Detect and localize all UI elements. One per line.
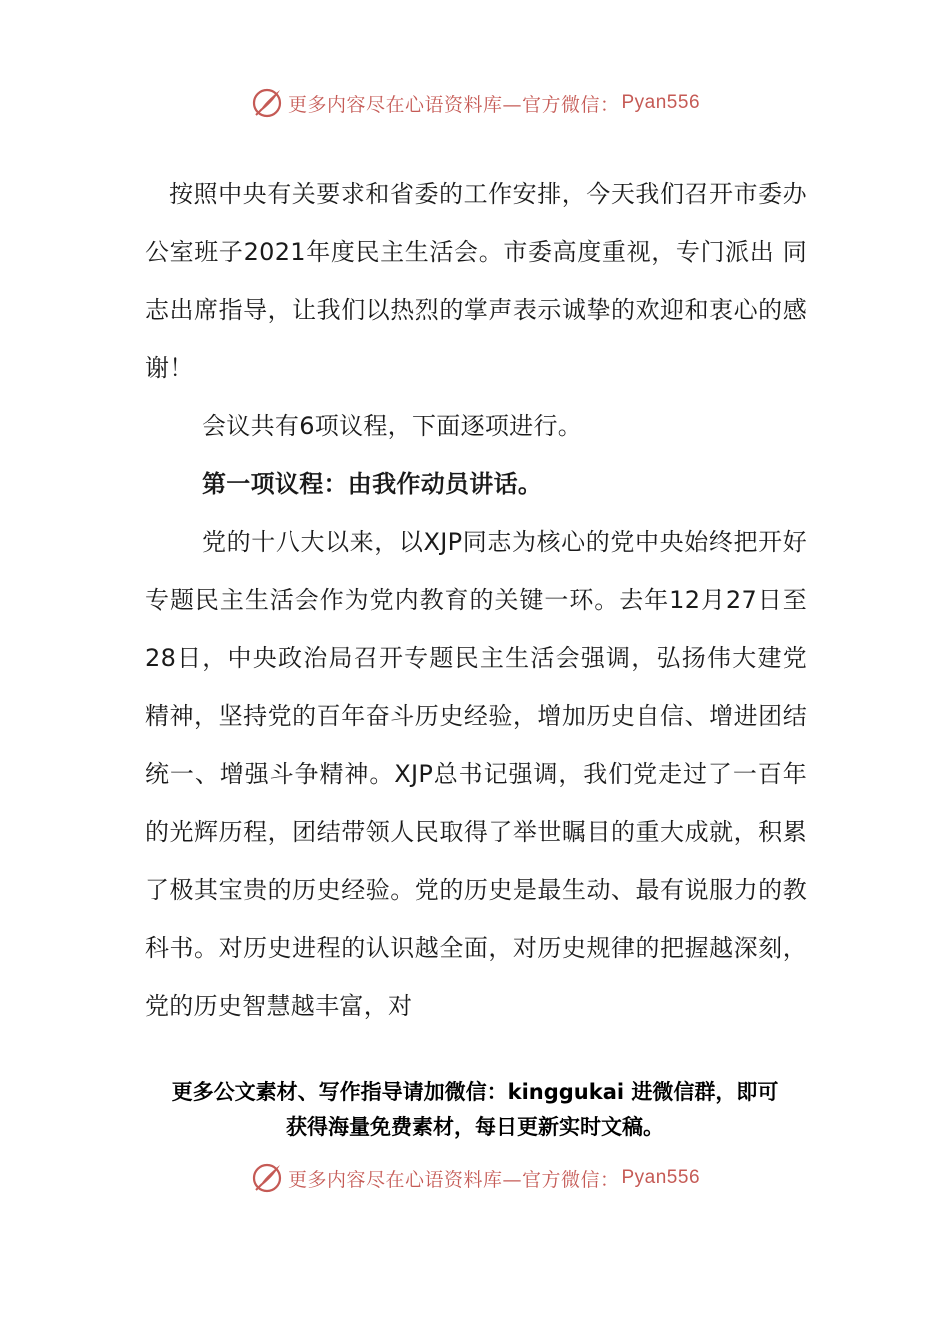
paragraph-speech: 党的十八大以来，以XJP同志为核心的党中央始终把开好专题民主生活会作为党内教育的关键一环。去年12月27日至28日，中央政治局召开专题民主生活会强调，弘扬伟大建党精神，坚持党的百年奋斗历史经验，增加历史自信、增进团结统一、增强斗争精神。XJP总书记强调，我们党走过了一百年的光辉历程，团结带领人民取得了举世瞩目的重大成就，积累了极其宝贵的历史经验。党的历史是最生动、最有说服力的教科书。对历史进程的认识越全面，对历史规律的把握越深刻，党的历史智慧越丰富，对 xyxy=(145,528,807,1020)
watermark-text: 更多内容尽在心语资料库—官方微信： xyxy=(287,1168,620,1191)
quill-pen-logo-icon xyxy=(250,1161,284,1195)
watermark-wechat-id: Pyan556 xyxy=(621,1167,701,1188)
document-body xyxy=(145,165,807,1035)
agenda-item-heading: 第一项议程：由我作动员讲话。 xyxy=(202,470,543,498)
footer-watermark xyxy=(0,1158,950,1198)
watermark-wechat-id: Pyan556 xyxy=(621,92,701,113)
header-watermark xyxy=(0,83,950,123)
paragraph-opening: 按照中央有关要求和省委的工作安排，今天我们召开市委办公室班子2021年度民主生活会。市委高度重视，专门派出 同志出席指导，让我们以热烈的掌声表示诚挚的欢迎和衷心的感谢！ xyxy=(145,180,807,382)
paragraph-agenda-intro: 会议共有6项议程，下面逐项进行。 xyxy=(202,412,583,440)
footer-note-line-2: 获得海量免费素材，每日更新实时文稿。 xyxy=(286,1115,664,1139)
quill-pen-logo-icon xyxy=(250,86,284,120)
footer-note xyxy=(0,1075,950,1145)
watermark-text: 更多内容尽在心语资料库—官方微信： xyxy=(287,93,620,116)
footer-note-line-1: 更多公文素材、写作指导请加微信：kinggukai 进微信群，即可 xyxy=(171,1080,779,1104)
